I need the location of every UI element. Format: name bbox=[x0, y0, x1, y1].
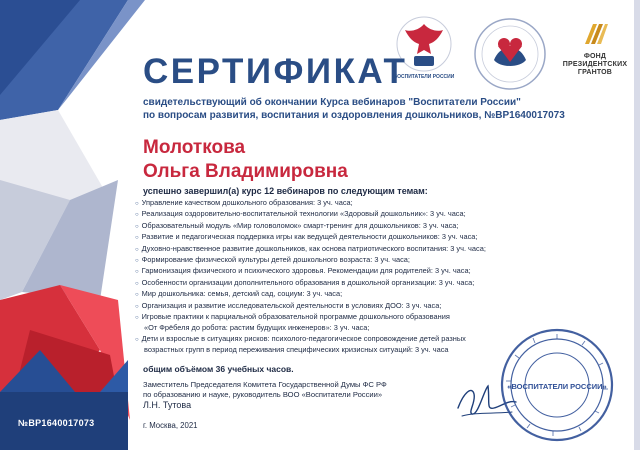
topic-item: ○ Духовно-нравственное развитие дошкольников, как основа патриотического воспитания: 3 уч. часа; bbox=[135, 243, 486, 253]
signer-position-line1: Заместитель Председателя Комитета Государственной Думы ФС РФ bbox=[143, 380, 387, 389]
fund-label-line1: ФОНД bbox=[583, 53, 607, 60]
topic-item: ○ Организация и развитие исследовательской деятельности в условиях ДОО: 3 уч. часа; bbox=[135, 300, 442, 310]
topic-item: ○ Гармонизация физического и психического здоровья. Рекомендации для родителей: 3 уч. часа; bbox=[135, 266, 471, 276]
subtitle-line-1: свидетельствующий об окончании Курса вебинаров "Воспитатели России" bbox=[143, 97, 521, 108]
topic-item: ○ Реализация оздоровительно-воспитательной технологии «Здоровый дошкольник»: 3 уч. часа; bbox=[135, 209, 466, 219]
stamp-center-text: «ВОСПИТАТЕЛИ РОССИИ» bbox=[507, 382, 607, 391]
certificate-subtitle bbox=[143, 96, 583, 122]
topic-item: ○ Игровые практики к парциальной образовательной программе дошкольного образования bbox=[135, 312, 450, 322]
topic-item: ○ Управление качеством дошкольного образования: 3 уч. часа; bbox=[135, 198, 353, 207]
completed-text: успешно завершил(а) курс 12 вебинаров по следующим темам: bbox=[143, 186, 428, 196]
official-stamp bbox=[497, 325, 617, 445]
presidential-grants-fund-logo bbox=[560, 22, 630, 88]
recipient-surname: Молоткова bbox=[143, 137, 246, 158]
city-year: г. Москва, 2021 bbox=[143, 421, 198, 430]
topic-item-continuation: возрастных групп в период переживания специфических кризисных ситуаций: 3 уч. часа bbox=[144, 345, 449, 355]
recipient-given-names: Ольга Владимировна bbox=[143, 161, 348, 182]
topic-item: ○ Развитие и педагогическая поддержка игры как ведущей деятельности дошкольников: 3 уч. часа; bbox=[135, 232, 478, 242]
recipient-name bbox=[143, 136, 348, 184]
logo1-text: ВОСПИТАТЕЛИ РОССИИ bbox=[393, 74, 455, 80]
topic-item: ○ Образовательный модуль «Мир головоломок» смарт-тренинг для дошкольников: 3 уч. часа; bbox=[135, 220, 459, 230]
topic-item: ○ Формирование физической культуры детей дошкольного возраста: 3 уч. часа; bbox=[135, 255, 410, 265]
subtitle-line-2: по вопросам развития, воспитания и оздоровления дошкольников, №ВР1640017073 bbox=[143, 110, 565, 121]
total-hours: общим объёмом 36 учебных часов. bbox=[143, 364, 294, 374]
certificate-number: №ВР1640017073 bbox=[18, 418, 95, 428]
signer-position-line2: по образованию и науке, руководитель ВОО «Воспитатели России» bbox=[143, 390, 383, 399]
right-edge-strip bbox=[634, 0, 640, 450]
topic-item: ○ Особенности организации дополнительного образования в дошкольной организации: 3 уч. часа; bbox=[135, 277, 475, 287]
signer-name: Л.Н. Тутова bbox=[143, 400, 192, 410]
signer-block bbox=[143, 380, 387, 410]
fund-emblem-icon bbox=[581, 22, 609, 48]
fund-label-line2: ПРЕЗИДЕНТСКИХ bbox=[562, 61, 628, 68]
topic-item-continuation: «От Фрёбеля до робота: растим будущих инженеров»: 3 уч. часа; bbox=[144, 323, 370, 333]
topic-item: ○ Дети и взрослые в ситуациях рисков: психолого-педагогическое сопровождение детей разных bbox=[135, 333, 466, 343]
fund-label-line3: ГРАНТОВ bbox=[577, 69, 613, 76]
certificate-title: СЕРТИФИКАТ bbox=[143, 52, 408, 91]
round-hands-logo bbox=[472, 16, 548, 92]
topic-item: ○ Мир дошкольника: семья, детский сад, социум: 3 уч. часа; bbox=[135, 289, 343, 299]
